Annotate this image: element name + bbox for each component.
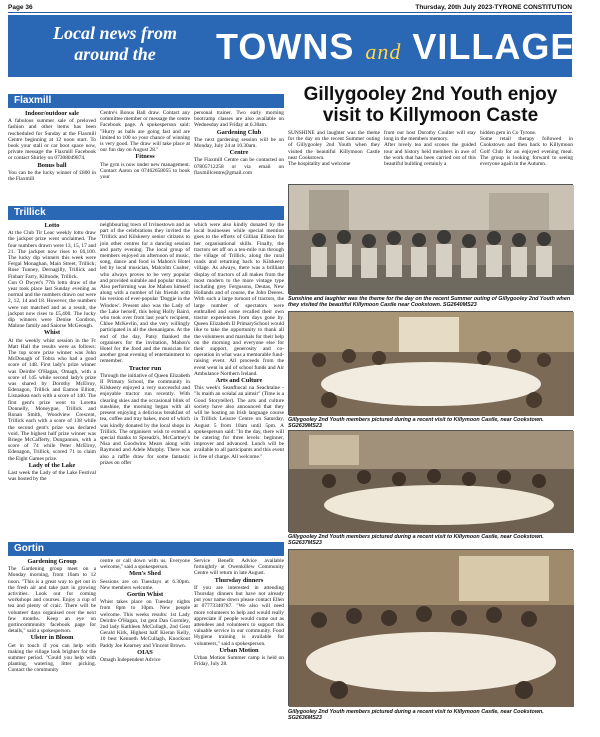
paragraph: Through the initiative of Queen Elizabeth II Primary School, the community in Kilskeery enjoyed a very successful and enjoyable tractor run recently. With clearing skies and the occasional blink of sunshine, the morning began with all present enjoying a delicious breakfast of tea, coffee and tray bakes, most of which was kindly donated by the local shops in Trillick. The organisers wish to extend a special thanks to Spreadz's, McCartney's Nisa and Goodwins Mears along with Raymond and Adele Murphy. There was also a raffle draw for some fantastic prizes on offer (100, 372, 190, 466)
paragraph: Sessions are on Tuesdays at 6.30pm. New members welcome. (100, 578, 190, 591)
paragraph: Omagh Independent Advice (100, 657, 161, 664)
paragraph: After lovely tea and scones the guided tour and history held members in awe of the work that has been carried out of this beautiful building certainly a (384, 142, 476, 168)
paragraph: centre or call down with us. Everyone welcome," said a spokesperson. (100, 558, 190, 571)
trillick-column-1 (8, 222, 96, 538)
subheading: Lotto (44, 222, 60, 229)
subheading: Thursday dinners (214, 576, 264, 584)
subheading: Ulster in Bloom (30, 634, 74, 642)
subheading: Gardening Group (27, 558, 77, 565)
paragraph: neighbouring town of Irvinestown and as part of the celebrations they invited the 'Trillick and Kilskeery senior citizens to join other centres for a dancing session and party evening. The local group of members enjoyed an afternoon of music, song, dance and food in Mahon's Hotel led by local musician, Malcolm Coalter, who always proves to be very popular and provided suitable and popular music. Also performing was Joe Mahon himself along with a number of his friends with his version of ever-popular 'Doggie in the Window'. Present also was the Lady of the Lake herself, this being Holly Baird, who took over from last year's recipient, Chloe McKevlin, and she very willingly participated in all the shenanigans. At the end of the day, Patsy thanked the organisers for the invitation, Mahon's Hotel for the food and the musician for another great evening of entertainment to remember. (100, 222, 190, 365)
gortin-column-3 (194, 558, 284, 732)
subheading: Arts and Culture (215, 377, 263, 385)
subheading: Centre (229, 149, 249, 157)
subheading: Tractor run (128, 364, 162, 372)
photo-3-caption: Gillygooley 2nd Youth members pictured during a recent visit to Killymoon Castle, near Cookstown. SG2637MS23 (288, 534, 544, 547)
paragraph: A fabulous summer sale of preloved fashion and other items has been rescheduled for Sunday at the Flaxmill Centre beginning at 12 noon start. To book your stall or car boot space now, private message the Flaxmill Facebook or contact Shirley on 07308049874. (8, 118, 96, 162)
gortin-column-1 (8, 558, 96, 732)
paragraph: SUNSHINE and laughter was the theme for the day on the recent Summer outing of Gillygooley 2nd Youth when they visited the beautiful Killymoon Castle near Cookstown. (288, 130, 380, 161)
paragraph: Urban Motion Summer camp is held on Friday, July 28. (194, 655, 284, 668)
paragraph: Last week the Lady of the Lake Festival was hosted by the (8, 469, 96, 483)
flaxmill-column-3 (194, 110, 284, 202)
subheading: Gortin Whist (126, 591, 164, 599)
subheading: Men's Shed (129, 570, 161, 578)
paragraph: Whist takes place on Tuesday nights from 8pm to 10pm. New people welcome. This weeks results: 1st Lady Deirdre O'Hagan, 1st gent Dan Gormley, 2nd lady Kathleen McCullagh, 2nd Gent Gerald Kirk, Highest half Kieran Kelly, 10 best Kenneth McCullagh, Knockout Paddy Joe Kearney and Vincent Brown. (100, 599, 190, 649)
gortin-column-2 (100, 558, 190, 732)
photo-1-caption: Sunshine and laughter was the theme for the day on the recent Summer outing of Gillygooley 2nd Youth when they visited the beautiful Killymoon Castle near Cookstown. SG2640MS23 (288, 296, 571, 309)
subheading: Lady of the Lake (28, 461, 76, 469)
article-column-2 (384, 130, 476, 182)
paragraph: Get in touch if you can help with making the village look brighter for the summer period. "Could you help with planting, watering, litter picking. Contact the community (8, 642, 96, 674)
article-column-3 (480, 130, 573, 182)
subheading: Indoor/outdoor sale (24, 110, 80, 117)
issue-date: Thursday, 20th July 2023-TYRONE CONSTITUTION (415, 3, 572, 11)
paragraph: Centre's Bonus Ball draw. Contact any committee member or message the centre Facebook page. A spokesperson said: "Hurry as balls are going fast and are limited to 100 so your chance of winning is very good. The draw will take place at our fun day on August 28." (100, 110, 190, 154)
paragraph: hidden gem in Co Tyrone. (480, 130, 537, 136)
banner-villages: VILLAGES (412, 26, 600, 67)
banner-towns: TOWNS (216, 26, 355, 67)
flaxmill-column-1 (8, 110, 96, 202)
subheading: Whist (43, 329, 61, 337)
paragraph: At the Club Tir Leac weekly lotto draw the jackpot prize went unclaimed. The four numbers drawn were 13, 15, 17 and 21. The jackpot now rises to £6,100. The lucky dip winners this week were Fergal Monaghan, Main Street, Trillick; Rose Tunney, Dernagilly, Trillick and Finbarr Farry, Kiltoode, Trillick. (8, 230, 96, 280)
subheading: Gardening Club (216, 128, 262, 136)
article-headline: Gillygooley 2nd Youth enjoy visit to Killymoon Caste (303, 84, 558, 126)
paragraph: which were also kindly donated by the local businesses while special mention goes to the efforts of Gillian Ellison for her organisational skills. Finally, the tractors set off on a ten-mile run through the village of Trillick, along the rural roads and returning back to Kilskeery village. As always, there was a brilliant display of tractors of all makes from the most modern to the more vintage type including grey Fergusons, Deutas, New Hollands and of course, the John Deeres. With such a large turnout of tractors, the large number of spectators were enthralled and some recalled their own tractor experiences from days gone by. Queen Elizabeth II PrimarySchool would like to take the opportunity to thank all the volunteers and marshals for their help on the morning and everyone else for their support, generosity and co-operation in what was a memorable fund-raising event. All proceeds from the event went in aid of school funds and Air Ambulance Northern Ireland. (194, 222, 284, 377)
flaxmill-section-header: Flaxmill (8, 94, 284, 108)
gortin-section-header: Gortin (8, 542, 284, 556)
paragraph: Some retail therapy followed in Cookstown and then back to Killymoon Golf Club for an enjoyed evening meal. The group is looking forward to seeing everyone again in the Autumn. (480, 136, 573, 168)
subheading: Fitness (135, 153, 155, 161)
paragraph: from our host Dorothy Coulter will stay long in the members memory. (384, 130, 476, 143)
paragraph: The hospitality and welcome (288, 161, 351, 168)
banner-and: and (365, 39, 402, 64)
group-photo-castle-steps (288, 184, 573, 294)
paragraph: The Flaxmill Centre can be contacted on 07805712258 or via email on flaxmillcentre@gmail.com (194, 157, 284, 176)
paragraph: The Gardening group meet on a Monday morning, from 10am to 12 noon. "This is a great way to get out in the fresh air and take part in growing activities. Look out for coming workshops and courses. Enjoy a cup of tea and plenty of craic. There will be volunteer days organised over the next few months. Keep an eye on gortincommunity facebook page for details," said a spokesperson. (8, 566, 96, 635)
photo-4-caption: Gillygooley 2nd Youth members pictured during a recent visit to Killymoon Castle, near Cookstown. SG2636MS23 (288, 709, 544, 722)
paragraph: Service Benefit Advice available fortnightly at Owenkillew Community Centre will return in late August. (194, 558, 284, 577)
paragraph: The next gardening session will be on Monday, July 24 at 10.30am. (194, 136, 284, 150)
paragraph: This week's Seanfhocal na Seachtaine - "Is maith an scéalaí an aimsir" (Time is a Good Storyteller). The arts and culture society have also announced that they will be hosting an Irish language course in Trillick Leisure Centre on Saturday, August 5 from 10am until 5pm. A spokesperson said: "In the day, there will be catering for three levels: beginner, improver and advanced. Lunch will be available to all participants and this event is free of charge. All welcome." (194, 385, 284, 460)
trillick-section-header: Trillick (8, 206, 284, 220)
banner-title (216, 23, 600, 76)
paragraph: You can be the lucky winner of £800 in the Flaxmill (8, 169, 96, 183)
section-banner (8, 15, 600, 77)
trillick-column-3 (194, 222, 284, 538)
subheading: OIAS (137, 648, 153, 656)
paragraph: If you are interested in attending Thursday dinners but have not already put your name down please contact Ellen at 07773340787. "We also will need more volunteers to help and would really appreciate if people would come out as attendees and volunteers to support this valuable service in our community. Food Hygiene training is available for volunteers," said a spokesperson. (194, 584, 284, 647)
paragraph: personal trainer. Two early morning bootcamp classes are also available on Wednesday and Friday at 6.30am. (194, 110, 284, 129)
page-header (8, 2, 572, 13)
group-photo-dining-room-3 (288, 549, 573, 706)
trillick-column-2 (100, 222, 190, 538)
paragraph: At the weekly whist session in the Fr Matt Hall the results were as follows: The top score prize winner was John McDonagh of Tobra who had a good score of 148. First lady's prize winner was Deirdre O'Hagan, Omagh, with a score of 145 while second lady's prize was shared by Dorothy McElroy, Edenagon, Trillick and Eamon Elliott, Lisnaskea each with a score of 140. The first gent's prize went to Loretta Donnelly, Moneygue, Trillick and Ronan Smith, Woodview Crescent, Trillick each with a score of 138 while the second gent's prize was declared void. The highest half prize winner was Briege McCafferty, Dungannon, with a score of 74 while Peter McElroy, Edenagon, Trillick, scored 71 to claim the Eight Games prize. (8, 337, 96, 462)
banner-subtitle: Local news from around the (53, 23, 177, 64)
paragraph: Con O Dwyer's 77th lotto draw of the year took place last Sunday evening as normal and the numbers drawn out were 2, 12, 14 and 18. However, the numbers were not matched and as a result, the jackpot now rises to £5,400. The lucky dip winners were Denise Condron, Malone family and Saiorse McGeough. (8, 279, 96, 330)
subheading: Urban Motion (219, 646, 259, 654)
group-photo-dining-room-2 (288, 430, 573, 532)
article-column-1 (288, 130, 380, 182)
flaxmill-column-2 (100, 110, 190, 202)
paragraph: The gym is now under new management. Contact Aaron on 07462658055 to book your (100, 161, 190, 181)
page-number: Page 36 (8, 3, 33, 11)
subheading: Bonus ball (37, 161, 67, 169)
group-photo-dining-room-1 (288, 311, 573, 415)
photo-2-caption: Gillygooley 2nd Youth members pictured during a recent visit to Killymoon Castle, near Cookstown. SG2639MS23 (288, 417, 544, 430)
